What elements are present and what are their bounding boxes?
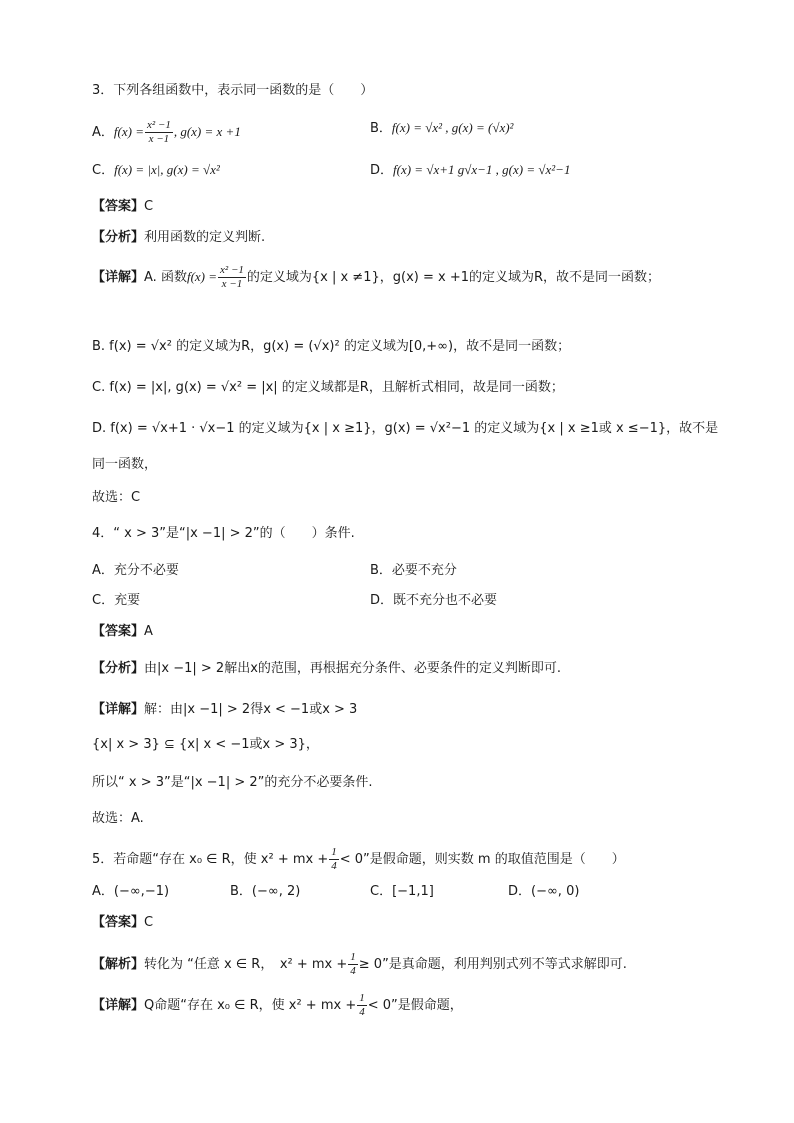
- q3-detail-a-fpre: f(x) =: [186, 269, 218, 284]
- q3-detail-a-pre: A. 函数: [144, 270, 187, 285]
- q3-detail-c: C. f(x) = |x|, g(x) = √x² = |x| 的定义域都是R，且解析式相同，故是同一函数；: [92, 380, 564, 395]
- q5-answer-value: C: [144, 915, 154, 930]
- q3-detail-b: B. f(x) = √x² 的定义域为R，g(x) = (√x)² 的定义域为[0,+∞)，故不是同一函数；: [92, 339, 571, 354]
- q3-analysis: [92, 229, 265, 247]
- q3-detail-tag: 【详解】: [92, 270, 145, 285]
- q3-option-c-label: C．: [92, 163, 115, 178]
- q3-option-d: [370, 161, 570, 180]
- q5-detail-post: < 0”是假命题，: [367, 998, 463, 1013]
- q3-option-d-math: f(x) = √x+1 g√x−1 , g(x) = √x²−1: [393, 162, 571, 177]
- q4-stem: 4．“ x > 3”是“|x −1| > 2”的（ ）条件.: [92, 526, 355, 541]
- q4-analysis-text: 由|x −1| > 2解出x的范围，再根据充分条件、必要条件的定义判断即可.: [144, 661, 562, 676]
- q3-option-d-label: D．: [370, 163, 394, 178]
- q4-detail-line1: [92, 701, 357, 719]
- q5-detail-den: 4: [359, 1006, 365, 1018]
- q3-answer: [92, 198, 153, 216]
- q3-option-a-num: x² −1: [146, 119, 171, 131]
- q5-detail: [92, 992, 463, 1019]
- q5-option-c: C．[−1,1]: [370, 884, 434, 899]
- q3-option-a-post: , g(x) = x +1: [173, 124, 241, 139]
- q5-option-b: B．(−∞, 2): [230, 884, 301, 899]
- q4-answer-value: A: [144, 624, 153, 639]
- q3-option-a-label: A．: [92, 125, 114, 140]
- q3-stem: 3．下列各组函数中，表示同一函数的是（ ）: [92, 83, 374, 98]
- q3-detail-d-line2: 同一函数，: [92, 457, 158, 472]
- q5-jiexi-post: ≥ 0”是真命题，利用判别式列不等式求解即可.: [358, 957, 627, 972]
- q3-option-a: [92, 119, 241, 146]
- q3-detail-d-line1: D. f(x) = √x+1 · √x−1 的定义域为{x | x ≥1}，g(x) = √x²−1 的定义域为{x | x ≥1或 x ≤−1}，故不是: [92, 421, 719, 436]
- q5-stem: [92, 846, 625, 873]
- q4-option-c: C．充要: [92, 593, 141, 608]
- q4-option-b: B．必要不充分: [370, 563, 457, 578]
- q5-option-d: D．(−∞, 0): [508, 884, 580, 899]
- q5-detail-tag: 【详解】: [92, 998, 145, 1013]
- q3-option-a-fraction: [145, 119, 173, 146]
- q4-answer-tag: 【答案】: [92, 624, 145, 639]
- q3-analysis-tag: 【分析】: [92, 230, 145, 245]
- q5-jiexi-den: 4: [350, 965, 356, 977]
- q3-detail-a-fraction: [218, 264, 246, 291]
- q4-analysis-tag: 【分析】: [92, 661, 145, 676]
- q3-option-b: [370, 119, 513, 138]
- q4-option-d: D．既不充分也不必要: [370, 593, 498, 608]
- q5-option-a: A．(−∞,−1): [92, 884, 170, 899]
- q5-detail-fraction: [357, 992, 367, 1019]
- q3-option-b-math: f(x) = √x² , g(x) = (√x)²: [391, 120, 514, 135]
- q5-answer: [92, 914, 153, 932]
- q3-detail-a-num: x² −1: [220, 264, 244, 276]
- q5-jiexi-pre: 转化为 “任意 x ∈ R， x² + mx +: [144, 957, 348, 972]
- q5-stem-fraction: [329, 846, 339, 873]
- q3-answer-tag: 【答案】: [92, 199, 145, 214]
- q5-stem-pre: 5．若命题“存在 x₀ ∈ R，使 x² + mx +: [92, 852, 329, 867]
- q4-detail-tag: 【详解】: [92, 702, 145, 717]
- q3-choose: 故选：C: [92, 490, 141, 505]
- q5-stem-den: 4: [331, 860, 337, 872]
- q3-detail-a-den: x −1: [221, 278, 243, 290]
- q5-jiexi-num: 1: [350, 951, 356, 963]
- q3-detail-a: [92, 264, 660, 291]
- q5-jiexi-tag: 【解析】: [92, 957, 145, 972]
- q4-detail-line3: 所以“ x > 3”是“|x −1| > 2”的充分不必要条件.: [92, 775, 373, 790]
- q3-option-c: [92, 161, 220, 180]
- q5-stem-post: < 0”是假命题，则实数 m 的取值范围是（ ）: [339, 852, 625, 867]
- q4-choose: 故选：A.: [92, 811, 144, 826]
- q3-option-b-label: B．: [370, 121, 392, 136]
- q4-detail-line2: {x| x > 3} ⊆ {x| x < −1或x > 3}，: [92, 737, 319, 752]
- q3-analysis-text: 利用函数的定义判断.: [144, 230, 266, 245]
- q5-detail-pre: Q命题“存在 x₀ ∈ R，使 x² + mx +: [144, 998, 357, 1013]
- q3-option-c-math: f(x) = |x|, g(x) = √x²: [114, 162, 220, 177]
- q4-analysis: [92, 660, 561, 678]
- q3-detail-a-post: 的定义域为{x | x ≠1}，g(x) = x +1的定义域为R，故不是同一函数；: [246, 270, 661, 285]
- q5-stem-num: 1: [331, 846, 337, 858]
- q5-detail-num: 1: [359, 992, 365, 1004]
- q3-answer-value: C: [144, 199, 154, 214]
- q5-answer-tag: 【答案】: [92, 915, 145, 930]
- q5-jiexi: [92, 951, 627, 978]
- q4-detail-text: 解：由|x −1| > 2得x < −1或x > 3: [144, 702, 358, 717]
- q4-option-a: A．充分不必要: [92, 563, 179, 578]
- q3-option-a-den: x −1: [148, 133, 170, 145]
- q4-answer: [92, 623, 153, 641]
- q3-option-a-fpre: f(x) =: [113, 124, 144, 139]
- q5-jiexi-fraction: [348, 951, 358, 978]
